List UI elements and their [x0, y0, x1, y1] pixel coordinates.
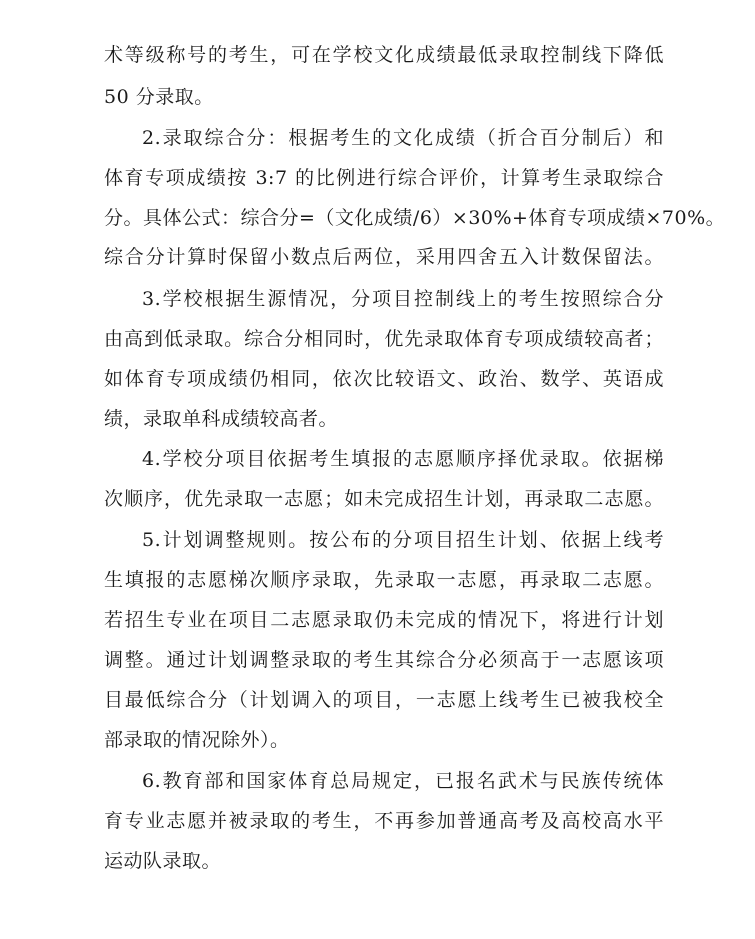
paragraph-line: 综合分计算时保留小数点后两位，采用四舍五入计数保留法。	[104, 246, 664, 268]
paragraph-line: 体育专项成绩按 3:7 的比例进行综合评价，计算考生录取综合	[104, 167, 664, 189]
paragraph-line: 次顺序，优先录取一志愿；如未完成招生计划，再录取二志愿。	[104, 488, 664, 510]
paragraph-line: 若招生专业在项目二志愿录取仍未完成的情况下，将进行计划	[104, 609, 664, 631]
paragraph-line: 如体育专项成绩仍相同，依次比较语文、政治、数学、英语成	[104, 368, 664, 390]
paragraph-line: 6.教育部和国家体育总局规定，已报名武术与民族传统体	[142, 770, 664, 792]
paragraph-line: 50 分录取。	[104, 86, 214, 108]
paragraph-line: 运动队录取。	[104, 850, 222, 872]
paragraph-line: 4.学校分项目依据考生填报的志愿顺序择优录取。依据梯	[142, 448, 664, 470]
paragraph-line: 绩，录取单科成绩较高者。	[104, 408, 339, 430]
paragraph-line: 术等级称号的考生，可在学校文化成绩最低录取控制线下降低	[104, 44, 664, 66]
paragraph-line: 由高到低录取。综合分相同时，优先录取体育专项成绩较高者；	[104, 328, 664, 350]
paragraph-line: 部录取的情况除外）。	[104, 729, 290, 751]
paragraph-line: 5.计划调整规则。按公布的分项目招生计划、依据上线考	[142, 529, 664, 551]
paragraph-line: 3.学校根据生源情况，分项目控制线上的考生按照综合分	[142, 288, 664, 310]
paragraph-line: 目最低综合分（计划调入的项目，一志愿上线考生已被我校全	[104, 689, 664, 711]
paragraph-line: 2.录取综合分：根据考生的文化成绩（折合百分制后）和	[142, 127, 664, 149]
paragraph-line: 生填报的志愿梯次顺序录取，先录取一志愿，再录取二志愿。	[104, 569, 664, 591]
paragraph-line: 分。具体公式：综合分=（文化成绩/6）×30%+体育专项成绩×70%。	[104, 207, 726, 229]
paragraph-line: 调整。通过计划调整录取的考生其综合分必须高于一志愿该项	[104, 649, 664, 671]
paragraph-line: 育专业志愿并被录取的考生，不再参加普通高考及高校高水平	[104, 810, 664, 832]
